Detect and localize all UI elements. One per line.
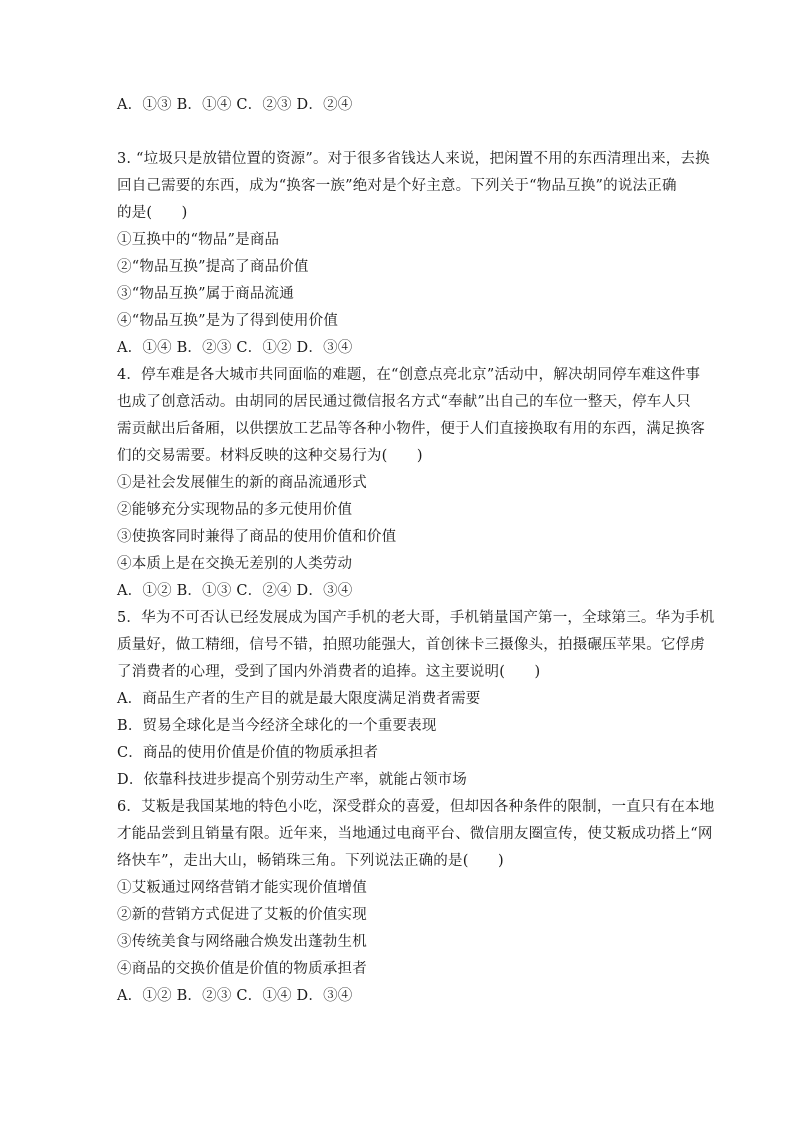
question-5-option-c: C．商品的使用价值是价值的物质承担者 — [117, 745, 379, 761]
answer-options-q3: A．①④ B．②③ C．①② D．③④ — [117, 340, 353, 356]
question-6-statement: ③传统美食与网络融合焕发出蓬勃生机 — [117, 934, 367, 950]
question-4-stem: 4．停车难是各大城市共同面临的难题，在“创意点亮北京”活动中，解决胡同停车难这件事 — [117, 367, 701, 383]
question-6-stem: 6．艾粄是我国某地的特色小吃，深受群众的喜爱，但却因各种条件的限制，一直只有在本地 — [117, 799, 715, 815]
question-5-stem: 5．华为不可否认已经发展成为国产手机的老大哥，手机销量国产第一，全球第三。华为手机 — [117, 610, 715, 626]
question-3-statement: ①互换中的“物品”是商品 — [117, 232, 280, 248]
question-text — [117, 92, 715, 1010]
question-6-statement: ④商品的交换价值是价值的物质承担者 — [117, 961, 367, 977]
question-3-stem: 的是( ) — [117, 205, 188, 221]
question-3-stem: 回自己需要的东西，成为“换客一族”绝对是个好主意。下列关于“物品互换”的说法正确 — [117, 178, 677, 194]
question-3-statement: ④“物品互换”是为了得到使用价值 — [117, 313, 339, 329]
question-4-statement: ④本质上是在交换无差别的人类劳动 — [117, 556, 353, 572]
question-6-statement: ②新的营销方式促进了艾粄的价值实现 — [117, 907, 367, 923]
question-6-statement: ①艾粄通过网络营销才能实现价值增值 — [117, 880, 367, 896]
blank-line — [117, 119, 677, 146]
question-4-statement: ①是社会发展催生的新的商品流通形式 — [117, 475, 367, 491]
question-6-stem: 络快车”，走出大山，畅销珠三角。下列说法正确的是( ) — [117, 853, 504, 869]
answer-options-q6: A．①② B．②③ C．①④ D．③④ — [117, 988, 353, 1004]
question-4-statement: ②能够充分实现物品的多元使用价值 — [117, 502, 353, 518]
question-4-stem: 也成了创意活动。由胡同的居民通过微信报名方式“奉献”出自己的车位一整天，停车人只 — [117, 394, 691, 410]
question-4-statement: ③使换客同时兼得了商品的使用价值和价值 — [117, 529, 397, 545]
question-5-option-d: D．依靠科技进步提高个别劳动生产率，就能占领市场 — [117, 772, 467, 788]
question-4-stem: 需贡献出后备厢，以供摆放工艺品等各种小物件，便于人们直接换取有用的东西，满足换客 — [117, 421, 705, 437]
answer-options-q4: A．①② B．①③ C．②④ D．③④ — [117, 583, 353, 599]
question-5-option-a: A．商品生产者的生产目的就是最大限度满足消费者需要 — [117, 691, 481, 707]
answer-options-q2: A．①③ B．①④ C．②③ D．②④ — [117, 97, 353, 113]
question-3-stem: 3. “垃圾只是放错位置的资源”。对于很多省钱达人来说，把闲置不用的东西清理出来，去换 — [117, 151, 710, 167]
question-3-statement: ③“物品互换”属于商品流通 — [117, 286, 294, 302]
question-5-stem: 质量好，做工精细，信号不错，拍照功能强大，首创徕卡三摄像头，拍摄碾压苹果。它俘虏 — [117, 637, 705, 653]
question-5-stem: 了消费者的心理，受到了国内外消费者的追捧。这主要说明( ) — [117, 664, 541, 680]
question-3-statement: ②“物品互换”提高了商品价值 — [117, 259, 309, 275]
question-4-stem: 们的交易需要。材料反映的这种交易行为( ) — [117, 448, 423, 464]
question-6-stem: 才能品尝到且销量有限。近年来，当地通过电商平台、微信朋友圈宣传，使艾粄成功搭上“网 — [117, 826, 713, 842]
question-5-option-b: B．贸易全球化是当今经济全球化的一个重要表现 — [117, 718, 437, 734]
